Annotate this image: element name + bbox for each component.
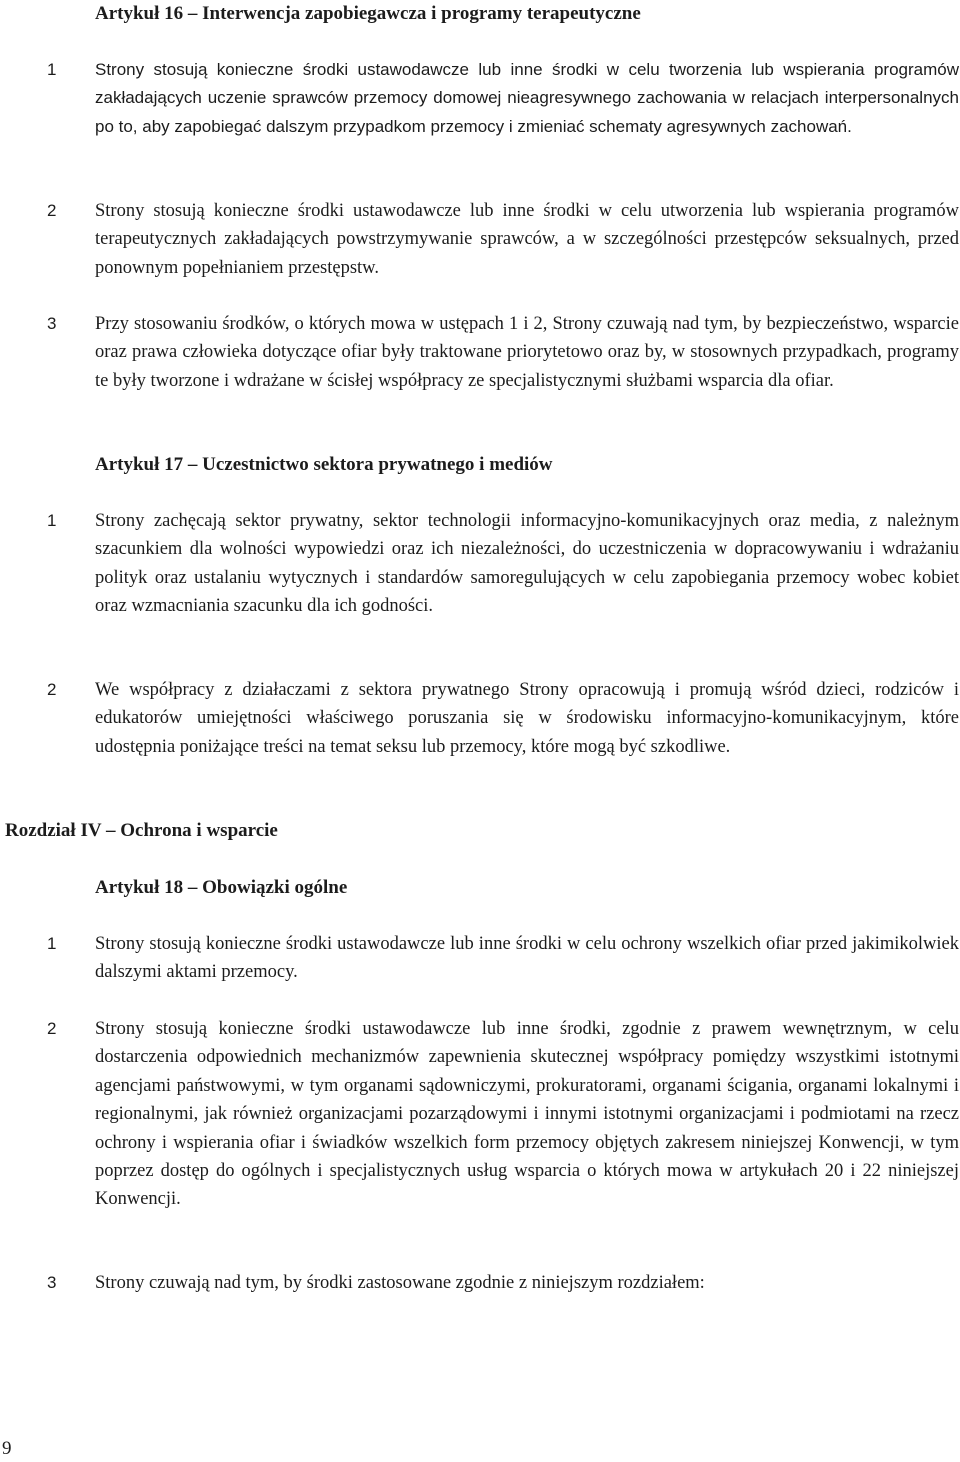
paragraph-text: Strony stosują konieczne środki ustawodawcze lub inne środki w celu ochrony wszelkich ofiar przed jakimikolwiek dalszymi aktami przemocy.	[95, 934, 959, 983]
chapter-4-heading: Rozdział IV – Ochrona i wsparcie	[5, 820, 278, 841]
paragraph-text: Strony zachęcają sektor prywatny, sektor technologii informacyjno-komunikacyjnych oraz media, z należnym szacunkiem dla wolności wypowiedzi oraz ich niezależności, do uczestniczenia w dopracowywaniu i wdrażaniu polityk oraz ustalaniu wytycznych i standardów samoregulujących w celu zapobiegania przemocy wobec kobiet oraz wzmacniania szacunku dla ich godności.	[95, 511, 959, 617]
paragraph-number: 2	[47, 680, 57, 699]
paragraph-number: 3	[47, 1273, 57, 1292]
paragraph-text: Strony stosują konieczne środki ustawodawcze lub inne środki, zgodnie z prawem wewnętrznym, w celu dostarczenia odpowiednich mechanizmów zapewnienia skutecznej współpracy pomiędzy wszystkimi istotnymi agencjami państwowymi, w tym organami sądowniczymi, prokuratorami, organami ścigania, organami lokalnymi i regionalnymi, jak również organizacjami pozarządowymi i innymi istotnymi organizacjami i podmiotami na rzecz ochrony i wspierania ofiar i świadków wszelkich form przemocy objętych zakresem niniejszej Konwencji, w tym poprzez dostęp do ogólnych i specjalistycznych usług wsparcia o których mowa w artykułach 20 i 22 niniejszej Konwencji.	[95, 1019, 959, 1210]
paragraph-number: 1	[47, 934, 57, 953]
paragraph-text: Strony stosują konieczne środki ustawodawcze lub inne środki w celu utworzenia lub wspierania programów terapeutycznych zakładających powstrzymywanie sprawców, a w szczególności przestępców seksualnych, przed ponownym popełnianiem przestępstw.	[95, 201, 959, 278]
paragraph-text: Strony czuwają nad tym, by środki zastosowane zgodnie z niniejszym rozdziałem:	[95, 1273, 705, 1293]
paragraph-text: Strony stosują konieczne środki ustawodawcze lub inne środki w celu tworzenia lub wspierania programów zakładających uczenie sprawców przemocy domowej nieagresywnego zachowania w relacjach interpersonalnych po to, aby zapobiegać dalszym przypadkom przemocy i zmieniać schematy agresywnych zachowań.	[95, 60, 959, 136]
paragraph-number: 2	[47, 1019, 57, 1038]
paragraph-number: 3	[47, 314, 57, 333]
paragraph-number: 2	[47, 201, 57, 220]
page-number: 9	[2, 1438, 12, 1459]
article-18-heading: Artykuł 18 – Obowiązki ogólne	[95, 877, 348, 898]
paragraph-text: We współpracy z działaczami z sektora prywatnego Strony opracowują i promują wśród dzieci, rodziców i edukatorów umiejętności właściwego poruszania się w środowisku informacyjno-komunikacyjnym, które udostępnia poniżające treści na temat seksu lub przemocy, które mogą być szkodliwe.	[95, 680, 959, 757]
paragraph-number: 1	[47, 511, 57, 530]
paragraph-text: Przy stosowaniu środków, o których mowa w ustępach 1 i 2, Strony czuwają nad tym, by bezpieczeństwo, wsparcie oraz prawa człowieka dotyczące ofiar były traktowane priorytetowo oraz by, w stosownych przypadkach, programy te były tworzone i wdrażane w ścisłej współpracy ze specjalistycznymi służbami wsparcia dla ofiar.	[95, 314, 959, 391]
article-16-heading: Artykuł 16 – Interwencja zapobiegawcza i programy terapeutyczne	[95, 3, 641, 24]
paragraph-number: 1	[47, 60, 57, 79]
article-17-heading: Artykuł 17 – Uczestnictwo sektora prywatnego i mediów	[95, 454, 553, 475]
